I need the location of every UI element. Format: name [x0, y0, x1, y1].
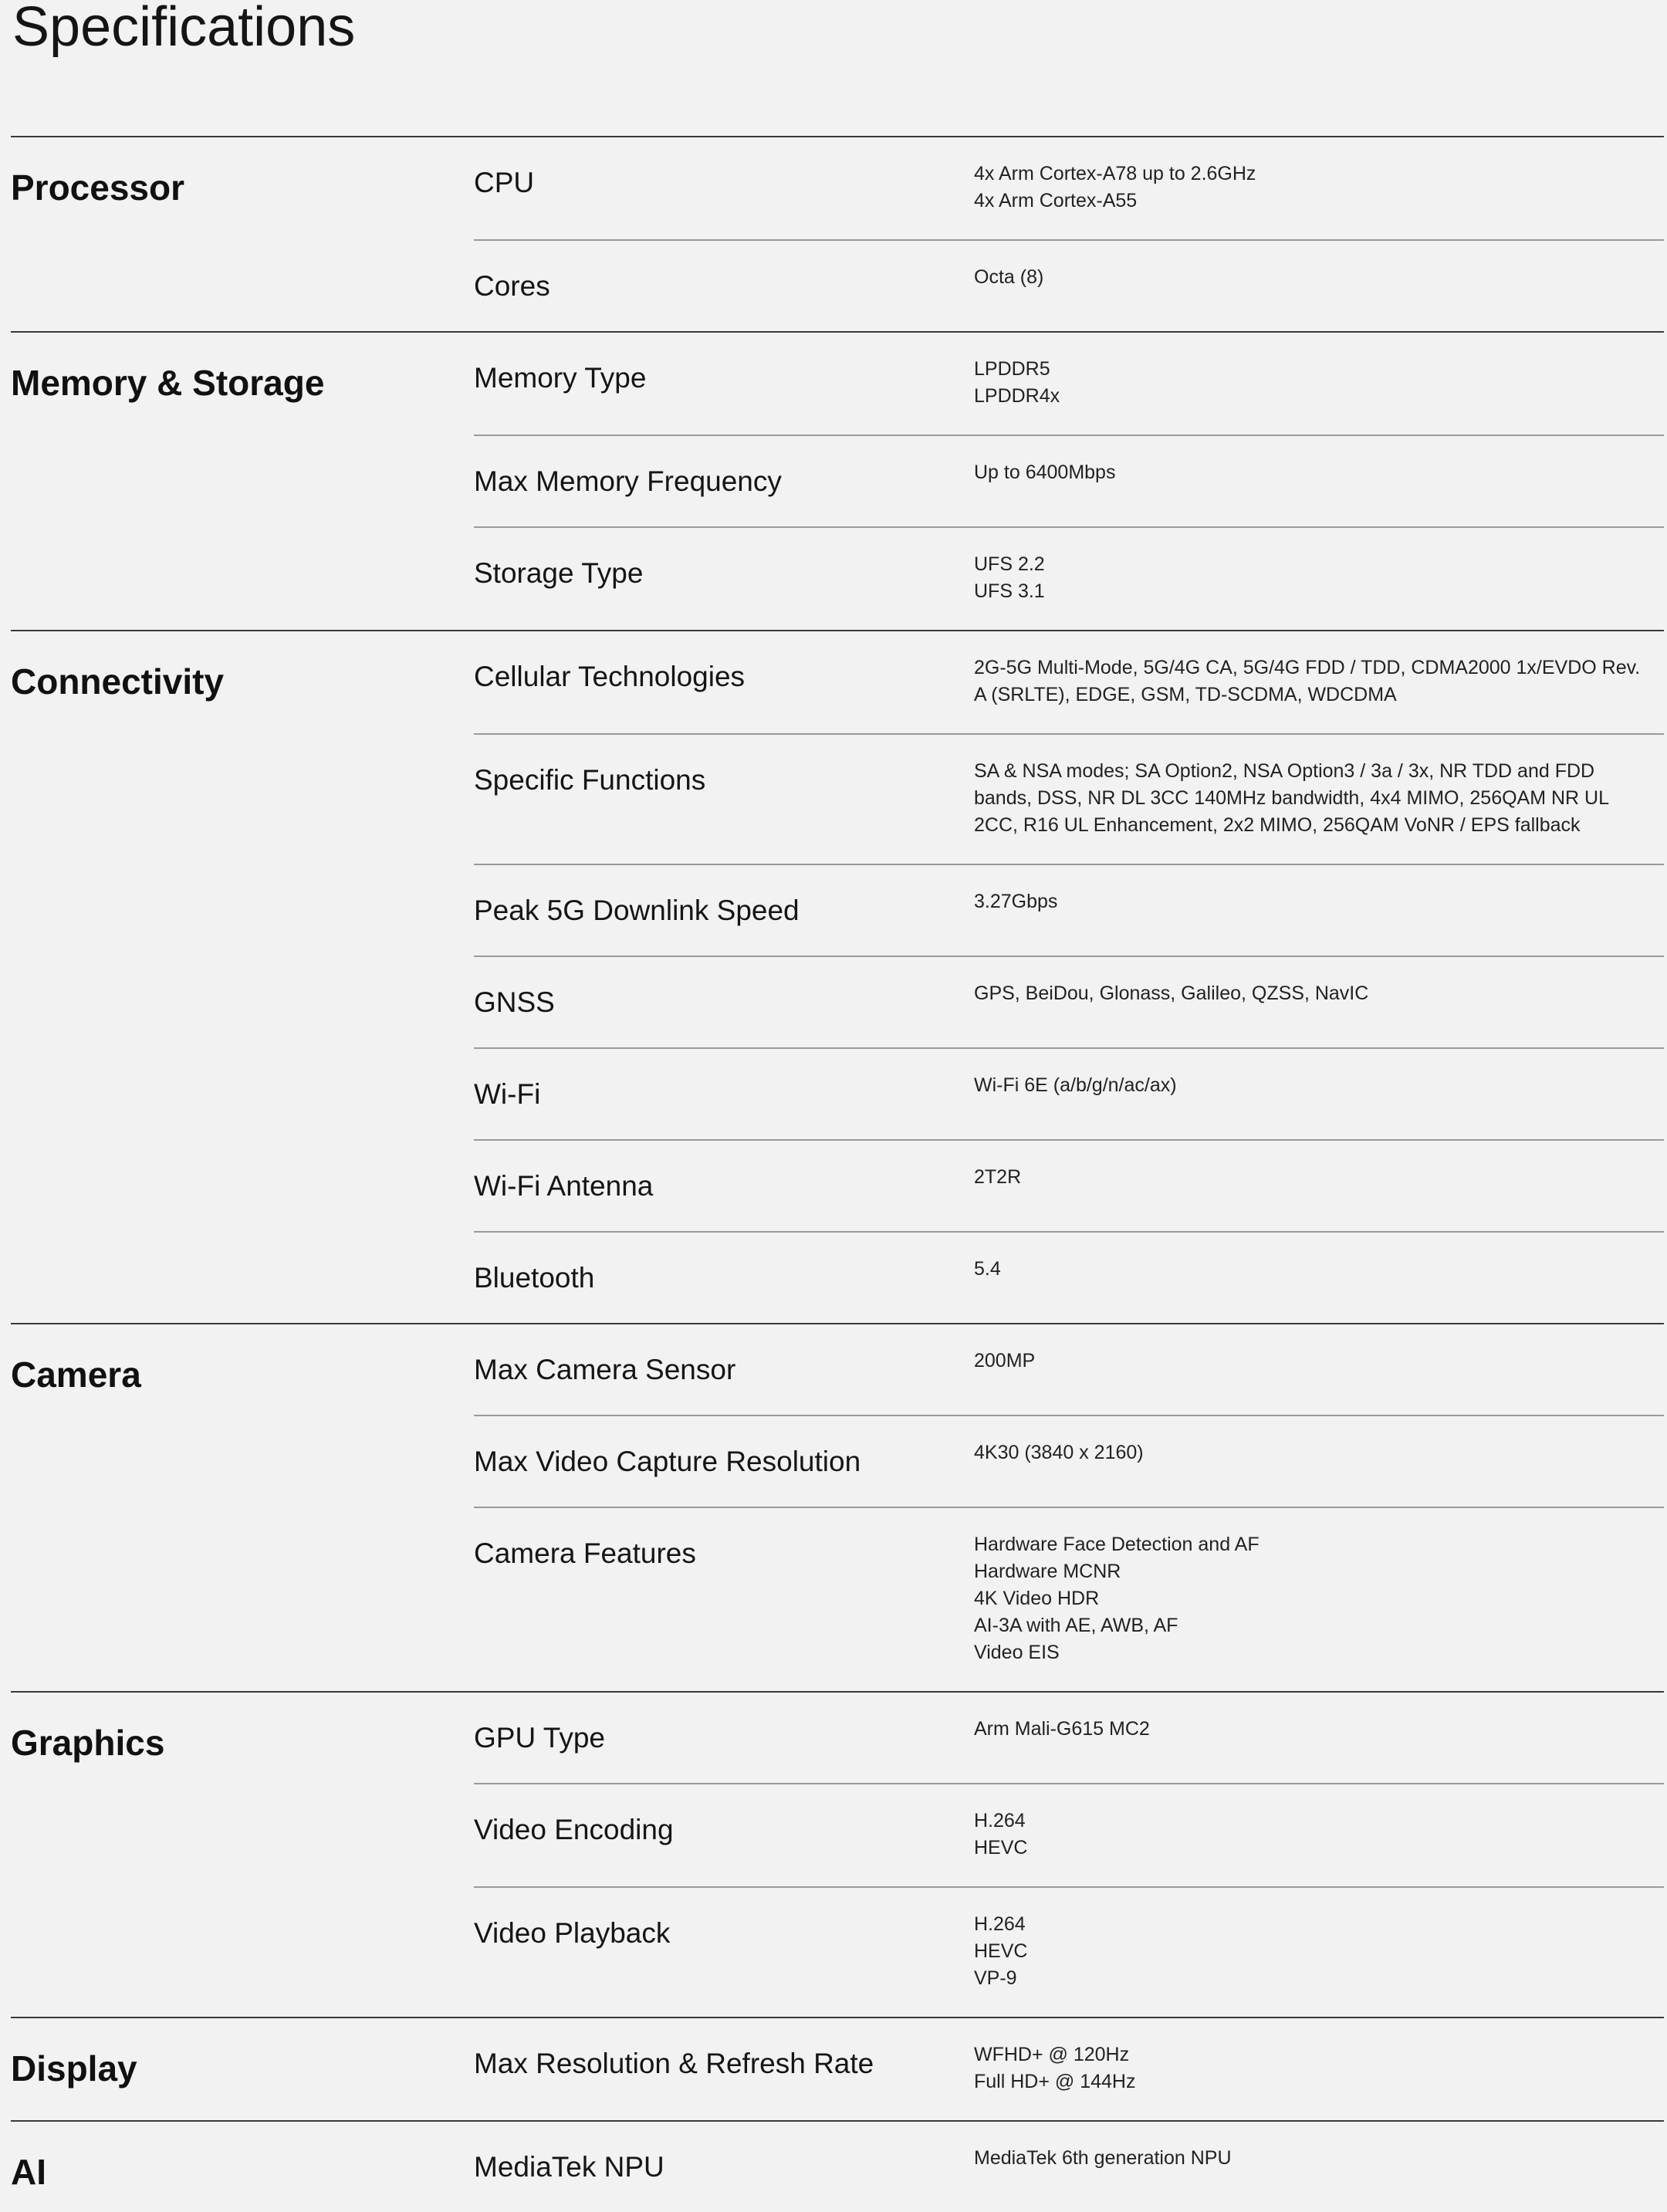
spec-values [974, 1072, 1664, 1114]
spec-row [474, 333, 1664, 435]
spec-values [974, 1348, 1664, 1390]
spec-row [474, 1783, 1664, 1886]
spec-values [974, 980, 1664, 1023]
spec-row [474, 1415, 1664, 1507]
spec-label: GPU Type [474, 1722, 606, 1754]
spec-section [11, 630, 1664, 1323]
spec-value: VP-9 [974, 1967, 1017, 1989]
spec-row [474, 1693, 1664, 1783]
spec-label: Video Encoding [474, 1814, 674, 1845]
spec-values [974, 1164, 1664, 1206]
section-category: Memory & Storage [11, 363, 325, 403]
spec-values [974, 161, 1664, 215]
spec-row [474, 1324, 1664, 1415]
spec-label: Bluetooth [474, 1262, 595, 1294]
spec-row [474, 1507, 1664, 1691]
spec-value: Arm Mali-G615 MC2 [974, 1718, 1150, 1740]
section-category: Camera [11, 1355, 141, 1395]
section-rows [474, 631, 1664, 1323]
spec-row [474, 733, 1664, 864]
spec-value: HEVC [974, 1837, 1028, 1859]
section-rows [474, 1693, 1664, 2017]
spec-row [474, 1139, 1664, 1231]
spec-row [474, 239, 1664, 331]
spec-value: Hardware MCNR [974, 1561, 1121, 1582]
section-rows [474, 2018, 1664, 2120]
spec-label: Specific Functions [474, 764, 706, 796]
spec-row [474, 2018, 1664, 2120]
spec-label: Video Playback [474, 1917, 671, 1949]
spec-values [974, 1911, 1664, 1992]
spec-values [974, 2041, 1664, 2095]
spec-value: Video EIS [974, 1642, 1060, 1663]
spec-row [474, 1047, 1664, 1139]
spec-row [474, 955, 1664, 1047]
spec-label: Peak 5G Downlink Speed [474, 895, 800, 926]
spec-values [974, 1256, 1664, 1298]
spec-row [474, 1231, 1664, 1323]
spec-label: GNSS [474, 986, 555, 1018]
spec-value: WFHD+ @ 120Hz [974, 2044, 1130, 2065]
spec-values [974, 356, 1664, 410]
spec-value: Full HD+ @ 144Hz [974, 2071, 1136, 2092]
spec-value: H.264 [974, 1810, 1026, 1831]
spec-section [11, 136, 1664, 331]
section-category: AI [11, 2152, 46, 2192]
section-category: Processor [11, 167, 185, 208]
spec-value: HEVC [974, 1940, 1028, 1962]
spec-value: Hardware Face Detection and AF [974, 1534, 1260, 1555]
spec-row [474, 137, 1664, 239]
spec-values [974, 654, 1664, 709]
spec-value: AI-3A with AE, AWB, AF [974, 1615, 1178, 1636]
section-category: Graphics [11, 1723, 165, 1763]
spec-values [974, 1808, 1664, 1862]
spec-label: Memory Type [474, 362, 647, 394]
spec-values [974, 1531, 1664, 1666]
spec-label: Cores [474, 270, 550, 302]
spec-label: CPU [474, 167, 535, 198]
section-rows [474, 1324, 1664, 1691]
spec-value: 2T2R [974, 1166, 1022, 1188]
spec-value: 4K30 (3840 x 2160) [974, 1442, 1144, 1463]
spec-values [974, 1716, 1664, 1758]
spec-value: H.264 [974, 1913, 1026, 1935]
spec-value: 2G-5G Multi-Mode, 5G/4G CA, 5G/4G FDD / TDD, CDMA2000 1x/EVDO Rev. A (SRLTE), EDGE, GSM, TD-SCDMA, WDCDMA [974, 657, 1641, 705]
spec-values [974, 888, 1664, 931]
spec-values [974, 2145, 1664, 2187]
spec-values [974, 1439, 1664, 1482]
spec-value: Wi-Fi 6E (a/b/g/n/ac/ax) [974, 1074, 1177, 1096]
spec-row [474, 864, 1664, 955]
spec-value: LPDDR5 [974, 358, 1050, 380]
spec-section [11, 1691, 1664, 2017]
spec-value: LPDDR4x [974, 385, 1060, 407]
section-rows [474, 2122, 1664, 2212]
spec-label: Max Video Capture Resolution [474, 1446, 861, 1477]
spec-value: UFS 2.2 [974, 553, 1045, 575]
spec-value: UFS 3.1 [974, 580, 1045, 602]
spec-section [11, 2120, 1664, 2212]
spec-label: Max Resolution & Refresh Rate [474, 2048, 874, 2079]
spec-label: Max Memory Frequency [474, 465, 782, 497]
spec-values [974, 551, 1664, 605]
spec-label: Wi-Fi [474, 1078, 541, 1110]
spec-value: 4x Arm Cortex-A55 [974, 190, 1138, 211]
spec-value: 4K Video HDR [974, 1588, 1100, 1609]
section-rows [474, 333, 1664, 630]
spec-value: 5.4 [974, 1258, 1001, 1280]
spec-label: Cellular Technologies [474, 661, 746, 692]
page-title: Specifications [12, 0, 356, 58]
spec-section [11, 331, 1664, 630]
spec-label: Storage Type [474, 557, 644, 589]
spec-value: 200MP [974, 1350, 1036, 1372]
spec-row [474, 631, 1664, 733]
specifications-table [11, 136, 1664, 2212]
spec-label: Max Camera Sensor [474, 1354, 736, 1385]
spec-value: GPS, BeiDou, Glonass, Galileo, QZSS, NavIC [974, 983, 1369, 1004]
spec-row [474, 1886, 1664, 2017]
spec-section [11, 2017, 1664, 2120]
section-category: Connectivity [11, 661, 225, 702]
spec-label: Camera Features [474, 1537, 696, 1569]
spec-value: Up to 6400Mbps [974, 462, 1116, 483]
section-rows [474, 137, 1664, 331]
spec-value: Octa (8) [974, 266, 1044, 288]
spec-row [474, 435, 1664, 526]
spec-row [474, 2122, 1664, 2212]
spec-label: Wi-Fi Antenna [474, 1170, 654, 1202]
spec-values [974, 758, 1664, 839]
spec-section [11, 1323, 1664, 1691]
spec-value: SA & NSA modes; SA Option2, NSA Option3 / 3a / 3x, NR TDD and FDD bands, DSS, NR DL 3CC 140MHz bandwidth, 4x4 MIMO, 256QAM NR UL 2CC, R16 UL Enhancement, 2x2 MIMO, 256QAM VoNR / EPS fallback [974, 760, 1609, 836]
spec-label: MediaTek NPU [474, 2151, 664, 2183]
spec-value: 3.27Gbps [974, 891, 1058, 912]
section-category: Display [11, 2048, 137, 2089]
spec-value: MediaTek 6th generation NPU [974, 2147, 1232, 2169]
spec-row [474, 526, 1664, 630]
spec-values [974, 459, 1664, 502]
spec-values [974, 264, 1664, 306]
spec-value: 4x Arm Cortex-A78 up to 2.6GHz [974, 163, 1256, 184]
